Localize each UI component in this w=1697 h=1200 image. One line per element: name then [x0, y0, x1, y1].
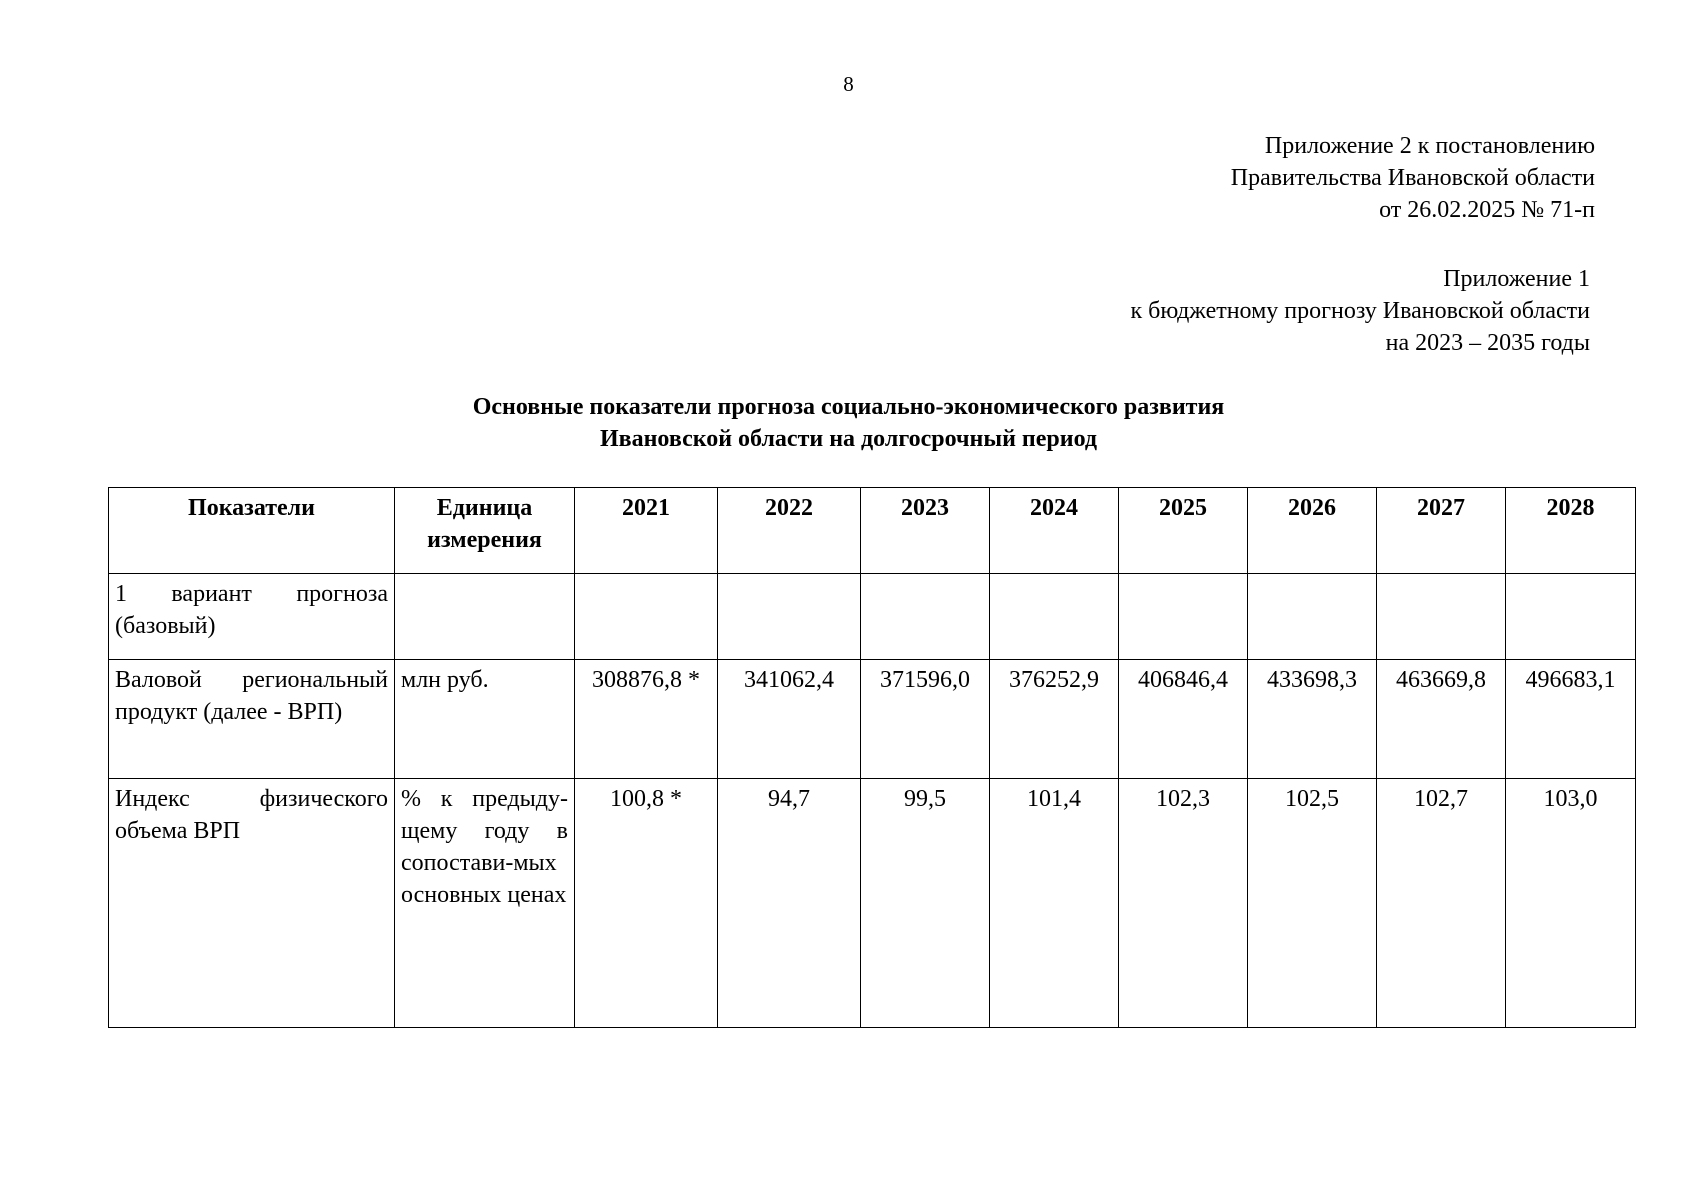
- unit-cell: млн руб.: [395, 660, 575, 779]
- appendix-1-line1: Приложение 1: [1443, 266, 1590, 292]
- value-cell: 341062,4: [718, 660, 861, 779]
- appendix-1-header: [1131, 263, 1590, 359]
- table-cell-empty: [861, 574, 990, 660]
- variant-label-line2: (базовый): [115, 613, 216, 639]
- appendix-1-line3: на 2023 – 2035 годы: [1385, 330, 1590, 356]
- header-year: 2024: [990, 488, 1119, 574]
- table-row: [109, 779, 1636, 1028]
- table-cell-empty: [1506, 574, 1636, 660]
- value-cell: 100,8 *: [575, 779, 718, 1028]
- table-cell-empty: [1377, 574, 1506, 660]
- header-year: 2023: [861, 488, 990, 574]
- appendix-2-header: [1231, 130, 1595, 226]
- appendix-1-line2: к бюджетному прогнозу Ивановской области: [1130, 298, 1590, 324]
- variant-label-part: прогноза: [296, 581, 388, 607]
- variant-label-part: вариант: [171, 581, 252, 607]
- value-cell: 102,5: [1248, 779, 1377, 1028]
- variant-label-part: 1: [115, 581, 127, 607]
- value-cell: 376252,9: [990, 660, 1119, 779]
- indicator-cell: Валовой региональный продукт (далее - ВРП): [109, 660, 395, 779]
- value-cell: 102,3: [1119, 779, 1248, 1028]
- document-title-line1: Основные показатели прогноза социально-экономического развития: [472, 394, 1225, 420]
- variant-label: [109, 574, 395, 660]
- document-title-line2: Ивановской области на долгосрочный период: [599, 426, 1098, 452]
- header-year: 2026: [1248, 488, 1377, 574]
- header-indicator: Показатели: [109, 488, 395, 574]
- table-cell-empty: [990, 574, 1119, 660]
- page-number: 8: [843, 72, 854, 96]
- header-year: 2025: [1119, 488, 1248, 574]
- value-cell: 103,0: [1506, 779, 1636, 1028]
- value-cell: 406846,4: [1119, 660, 1248, 779]
- value-cell: 101,4: [990, 779, 1119, 1028]
- forecast-table: [108, 487, 1636, 1028]
- table-cell-empty: [718, 574, 861, 660]
- table-cell-empty: [575, 574, 718, 660]
- value-cell: 371596,0: [861, 660, 990, 779]
- value-cell: 433698,3: [1248, 660, 1377, 779]
- table-cell-empty: [1248, 574, 1377, 660]
- value-cell: 308876,8 *: [575, 660, 718, 779]
- table-row: [109, 660, 1636, 779]
- header-unit: Единица измерения: [395, 488, 575, 574]
- table-cell-empty: [395, 574, 575, 660]
- value-cell: 102,7: [1377, 779, 1506, 1028]
- indicator-cell: Индекс физического объема ВРП: [109, 779, 395, 1028]
- value-cell: 463669,8: [1377, 660, 1506, 779]
- value-cell: 496683,1: [1506, 660, 1636, 779]
- unit-cell: % к предыду-щему году в сопостави-мых основных ценах: [395, 779, 575, 1028]
- appendix-2-line3: от 26.02.2025 № 71-п: [1379, 197, 1595, 223]
- value-cell: 99,5: [861, 779, 990, 1028]
- value-cell: 94,7: [718, 779, 861, 1028]
- document-title: [0, 391, 1697, 455]
- header-year: 2021: [575, 488, 718, 574]
- header-year: 2022: [718, 488, 861, 574]
- table-cell-empty: [1119, 574, 1248, 660]
- header-year: 2028: [1506, 488, 1636, 574]
- header-year: 2027: [1377, 488, 1506, 574]
- appendix-2-line2: Правительства Ивановской области: [1230, 165, 1595, 191]
- appendix-2-line1: Приложение 2 к постановлению: [1264, 133, 1595, 159]
- table-header-row: [109, 488, 1636, 574]
- table-row-variant: [109, 574, 1636, 660]
